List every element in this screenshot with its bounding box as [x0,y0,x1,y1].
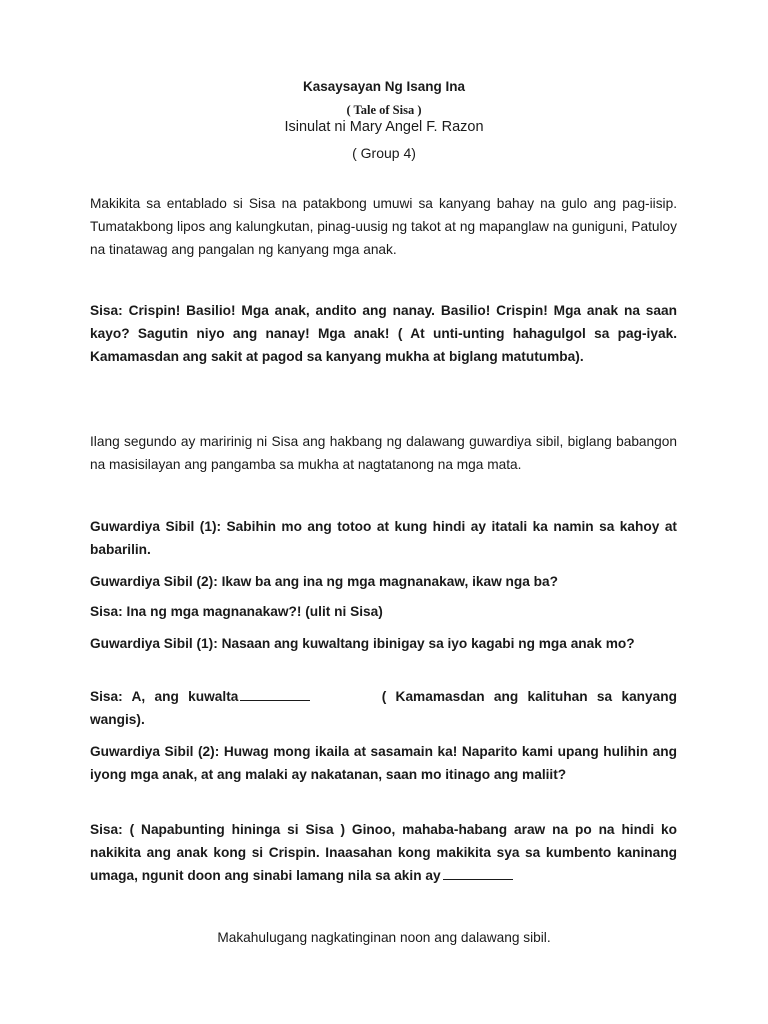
dialogue-sisa-4-text: Sisa: ( Napabunting hininga si Sisa ) Ginoo, mahaba-habang araw na po na hindi ko nakikita ang anak kong si Crispin. Inaasahan kong makikita sya sa kumbento kaninang umaga, ngunit doon ang sinabi lamang nila sa akin ay [90,822,677,883]
dialogue-sisa-2: Sisa: Ina ng mga magnanakaw?! (ulit ni Sisa) [90,604,383,619]
blank-line [443,871,513,880]
document-author: Isinulat ni Mary Angel F. Razon [284,119,484,135]
narration-paragraph-1: Makikita sa entablado si Sisa na patakbong umuwi sa kanyang bahay na gulo ang pag-iisip. Tumatakbong lipos ang kalungkutan, pinag-uusig ng takot at ng mapanglaw na guniguni, Patuloy na tinatawag ang pangalan ng kanyang mga anak. [90,196,677,257]
dialogue-sisa-1: Sisa: Crispin! Basilio! Mga anak, andito ang nanay. Basilio! Crispin! Mga anak na saan kayo? Sagutin niyo ang nanay! Mga anak! ( At unti-unting hahagulgol sa pag-iyak. Kamamasdan ang sakit at pagod sa kanyang mukha at biglang matutumba). [90,303,677,364]
dialogue-guard-2b: Guwardiya Sibil (2): Huwag mong ikaila at sasamain ka! Naparito kami upang hulihin ang iyong mga anak, at ang malaki ay nakatanan, saan mo itinago ang maliit? [90,744,677,782]
narration-paragraph-2: Ilang segundo ay maririnig ni Sisa ang hakbang ng dalawang guwardiya sibil, biglang babangon na masisilayan ang pangamba sa mukha at nagtatanong na mga mata. [90,434,677,472]
closing-narration: Makahulugang nagkatinginan noon ang dalawang sibil. [217,930,551,945]
dialogue-guard-1b: Guwardiya Sibil (1): Nasaan ang kuwaltang ibinigay sa iyo kagabi ng mga anak mo? [90,636,635,651]
blank-line [240,692,310,701]
dialogue-guard-1a: Guwardiya Sibil (1): Sabihin mo ang totoo at kung hindi ay itatali ka namin sa kahoy at babarilin. [90,519,677,557]
document-group: ( Group 4) [352,145,416,161]
dialogue-sisa-3 [90,685,677,731]
dialogue-sisa-3-end: ( Kamamasdan ang kalituhan sa kanyang wangis). [90,689,677,727]
dialogue-sisa-3-start: Sisa: A, ang kuwalta [90,689,239,704]
dialogue-sisa-4 [90,818,677,887]
document-title: Kasaysayan Ng Isang Ina [302,79,466,94]
document-subtitle: ( Tale of Sisa ) [346,103,422,117]
dialogue-guard-2a: Guwardiya Sibil (2): Ikaw ba ang ina ng mga magnanakaw, ikaw nga ba? [90,574,559,589]
